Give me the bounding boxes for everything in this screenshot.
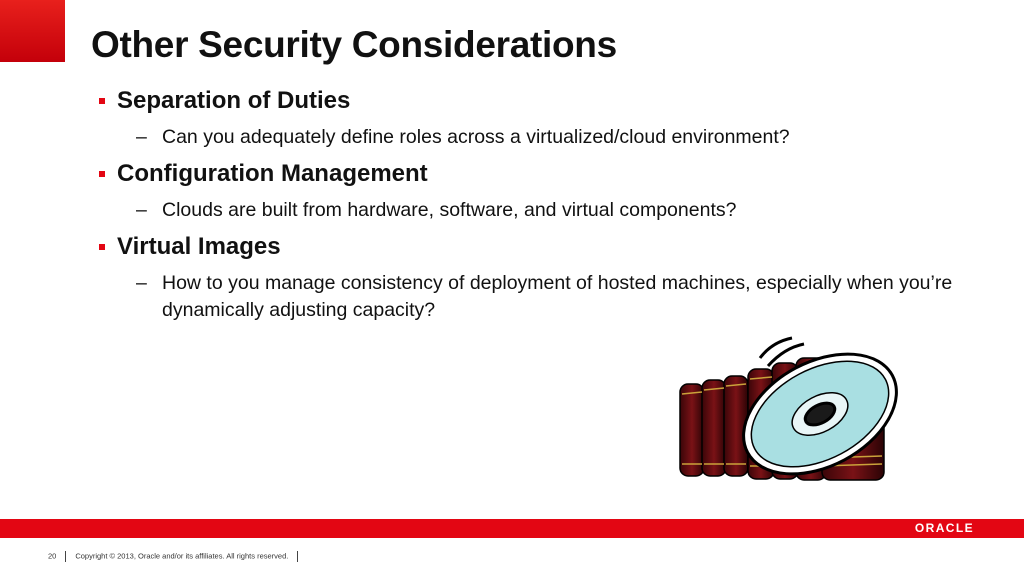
dash-marker: – <box>136 272 147 294</box>
dash-marker: – <box>136 199 147 221</box>
copyright-text: Copyright © 2013, Oracle and/or its affiliates. All rights reserved. <box>75 551 289 561</box>
footer-red-bar <box>0 519 1024 538</box>
bullet-separation-of-duties <box>97 86 977 116</box>
sub-bullet <box>136 270 977 324</box>
sub-bullet-text: How to you manage consistency of deployment of hosted machines, especially when you’re dynamically adjusting capacity? <box>162 272 953 321</box>
corner-accent-block <box>0 0 65 62</box>
slide-title: Other Security Considerations <box>91 24 617 65</box>
oracle-logo: ORACLE <box>914 521 974 535</box>
sub-bullet-text: Clouds are built from hardware, software, and virtual components? <box>162 199 737 221</box>
bullet-square-icon <box>99 171 105 177</box>
server-disc-clipart <box>672 336 912 486</box>
bullet-configuration-management <box>97 159 977 189</box>
dash-marker: – <box>136 126 147 148</box>
footer-divider <box>297 551 298 562</box>
bullet-heading: Virtual Images <box>117 233 281 260</box>
bullet-heading: Configuration Management <box>117 160 428 187</box>
bullet-virtual-images <box>97 232 977 262</box>
footer-divider <box>65 551 66 562</box>
page-number: 20 <box>48 551 57 561</box>
sub-bullet <box>136 197 977 224</box>
bullet-square-icon <box>99 98 105 104</box>
bullet-square-icon <box>99 244 105 250</box>
sub-bullet <box>136 124 977 151</box>
bullet-list <box>97 86 977 332</box>
sub-bullet-text: Can you adequately define roles across a virtualized/cloud environment? <box>162 126 790 148</box>
slide-footer <box>48 551 307 562</box>
bullet-heading: Separation of Duties <box>117 87 351 114</box>
